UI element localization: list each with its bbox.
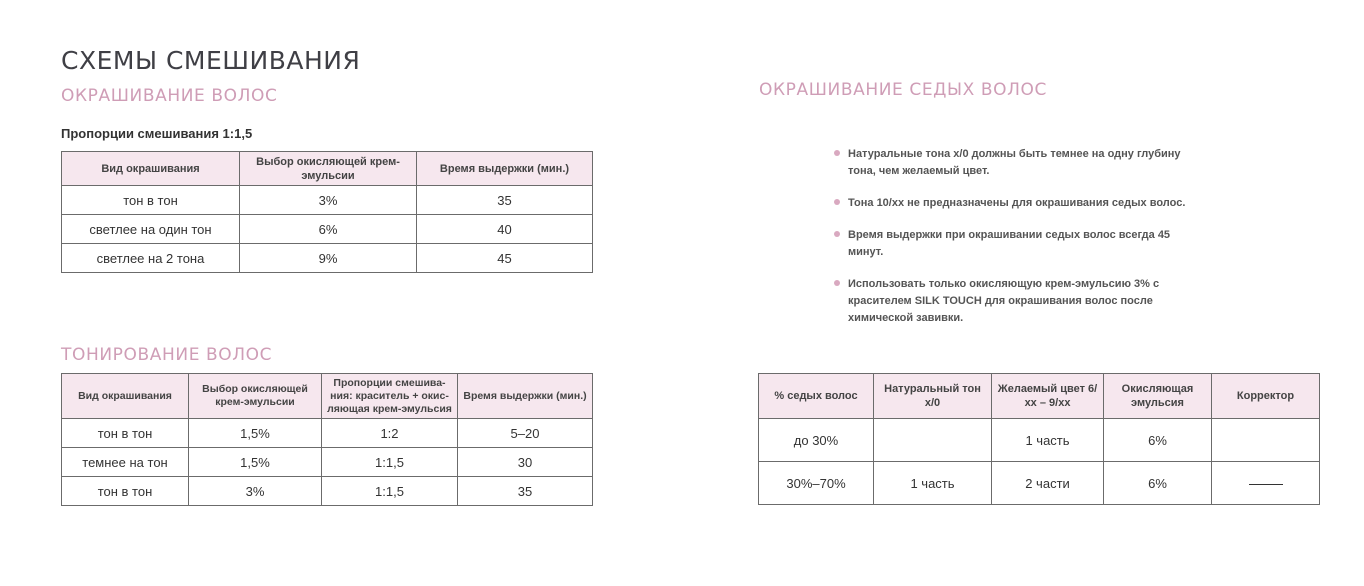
column-header: Натуральный тон х/0 bbox=[874, 374, 992, 419]
coloring-table bbox=[61, 151, 593, 273]
list-item bbox=[834, 146, 1194, 180]
section-heading-toning: ТОНИРОВАНИЕ ВОЛОС bbox=[61, 345, 273, 365]
column-header: Окисляющая эмульсия bbox=[1104, 374, 1212, 419]
table-cell bbox=[874, 419, 992, 462]
bullet-dot-icon bbox=[834, 280, 840, 286]
table-cell: 2 части bbox=[992, 462, 1104, 505]
table-cell: 35 bbox=[458, 477, 593, 506]
table-row bbox=[62, 419, 593, 448]
table-cell: тон в тон bbox=[62, 477, 189, 506]
column-header: Желаемый цвет 6/хх – 9/хх bbox=[992, 374, 1104, 419]
table-cell: 1:1,5 bbox=[322, 477, 458, 506]
table-cell: до 30% bbox=[759, 419, 874, 462]
list-item bbox=[834, 195, 1194, 212]
bullet-dot-icon bbox=[834, 231, 840, 237]
table-row bbox=[62, 215, 593, 244]
column-header: Выбор окисляющей крем-эмульсии bbox=[189, 374, 322, 419]
column-header: Вид окрашивания bbox=[62, 374, 189, 419]
page-title: СХЕМЫ СМЕШИВАНИЯ bbox=[61, 46, 361, 75]
table-cell: 30 bbox=[458, 448, 593, 477]
table-row bbox=[62, 186, 593, 215]
column-header: Корректор bbox=[1212, 374, 1320, 419]
list-item-text: Время выдержки при окрашивании седых волос всегда 45 минут. bbox=[848, 229, 1171, 258]
gray-hair-notes bbox=[834, 146, 1194, 342]
table-cell: 35 bbox=[417, 186, 593, 215]
column-header: Пропорции смешива-ния: краситель + окис-ляющая крем-эмульсия bbox=[322, 374, 458, 419]
list-item bbox=[834, 276, 1194, 327]
section-heading-gray-hair: ОКРАШИВАНИЕ СЕДЫХ ВОЛОС bbox=[759, 80, 1047, 100]
table-cell: тон в тон bbox=[62, 186, 240, 215]
table-cell: 6% bbox=[1104, 462, 1212, 505]
toning-table bbox=[61, 373, 593, 506]
table-cell: 1 часть bbox=[874, 462, 992, 505]
section-heading-coloring: ОКРАШИВАНИЕ ВОЛОС bbox=[61, 86, 278, 106]
table-cell bbox=[1212, 419, 1320, 462]
table-header-row bbox=[62, 374, 593, 419]
table-cell: темнее на тон bbox=[62, 448, 189, 477]
gray-hair-table bbox=[758, 373, 1320, 505]
table-header-row bbox=[759, 374, 1320, 419]
table-row bbox=[62, 448, 593, 477]
table-cell: 6% bbox=[1104, 419, 1212, 462]
corrector-cell bbox=[1212, 462, 1320, 505]
column-header: Выбор окисляющей крем-эмульсии bbox=[240, 152, 417, 186]
table-cell: 1 часть bbox=[992, 419, 1104, 462]
table-cell: 1,5% bbox=[189, 448, 322, 477]
table-cell: 1:2 bbox=[322, 419, 458, 448]
list-item bbox=[834, 227, 1194, 261]
table-cell: 1:1,5 bbox=[322, 448, 458, 477]
column-header: Вид окрашивания bbox=[62, 152, 240, 186]
list-item-text: Использовать только окисляющую крем-эмульсию 3% с красителем SILK TOUCH для окрашивания волос после химической завивки. bbox=[848, 278, 1160, 324]
table-cell: 45 bbox=[417, 244, 593, 273]
bullet-dot-icon bbox=[834, 150, 840, 156]
table-cell: 6% bbox=[240, 215, 417, 244]
table-cell: 30%–70% bbox=[759, 462, 874, 505]
table-row bbox=[759, 419, 1320, 462]
mixing-proportion: Пропорции смешивания 1:1,5 bbox=[61, 126, 253, 141]
table-cell: 5–20 bbox=[458, 419, 593, 448]
table-cell: 9% bbox=[240, 244, 417, 273]
table-cell: тон в тон bbox=[62, 419, 189, 448]
table-cell: светлее на 2 тона bbox=[62, 244, 240, 273]
list-item-text: Натуральные тона х/0 должны быть темнее на одну глубину тона, чем желаемый цвет. bbox=[848, 148, 1181, 177]
table-cell: 1,5% bbox=[189, 419, 322, 448]
table-row bbox=[759, 462, 1320, 505]
table-header-row bbox=[62, 152, 593, 186]
list-item-text: Тона 10/хх не предназначены для окрашивания седых волос. bbox=[848, 197, 1186, 209]
column-header: % седых волос bbox=[759, 374, 874, 419]
table-cell: 3% bbox=[189, 477, 322, 506]
table-cell: светлее на один тон bbox=[62, 215, 240, 244]
table-cell: 40 bbox=[417, 215, 593, 244]
table-row bbox=[62, 244, 593, 273]
table-row bbox=[62, 477, 593, 506]
dash-icon bbox=[1249, 484, 1283, 485]
table-cell: 3% bbox=[240, 186, 417, 215]
column-header: Время выдержки (мин.) bbox=[458, 374, 593, 419]
bullet-dot-icon bbox=[834, 199, 840, 205]
column-header: Время выдержки (мин.) bbox=[417, 152, 593, 186]
